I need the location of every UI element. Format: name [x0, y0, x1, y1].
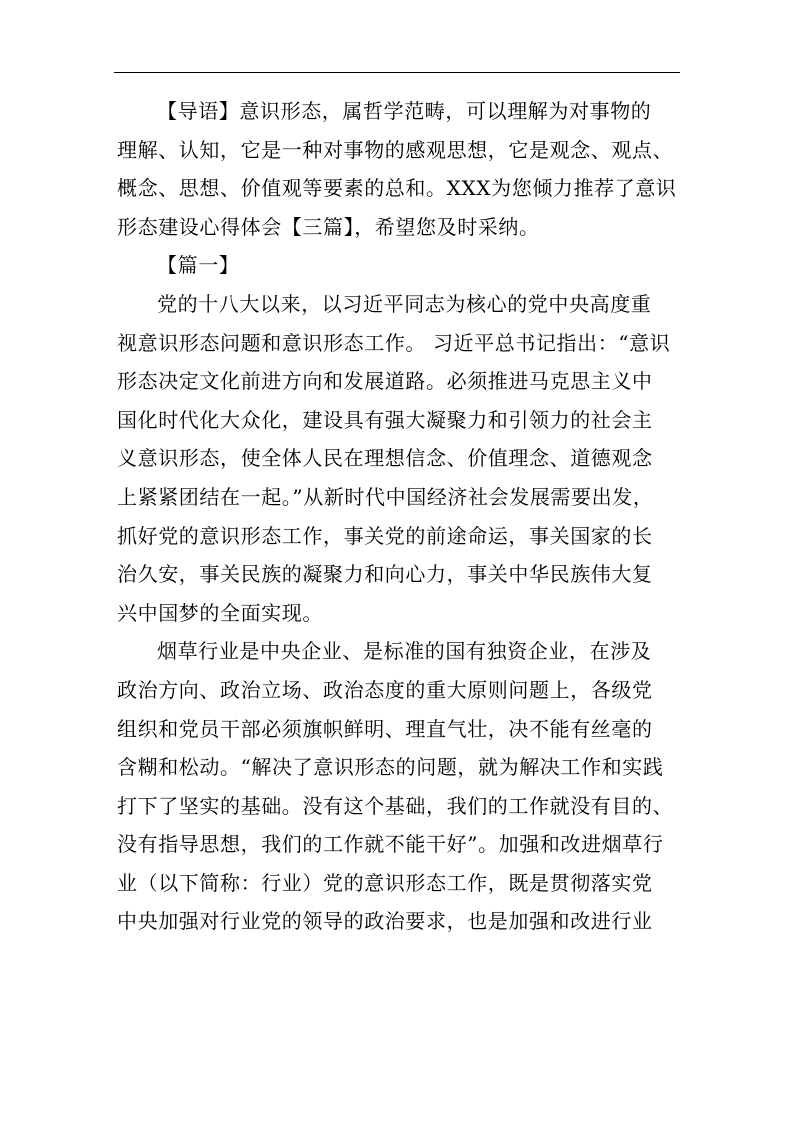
text-line: 兴中国梦的全面实现。 — [117, 600, 323, 625]
text-line: 【篇一】 — [157, 253, 240, 278]
text-line: 形态决定文化前进方向和发展道路。必须推进马克思主义中 — [117, 369, 653, 394]
text-line: 义意识形态，使全体人民在理想信念、价值理念、道德观念 — [117, 446, 653, 471]
text-line: 【导语】意识形态，属哲学范畴，可以理解为对事物的 — [157, 99, 652, 123]
text-line: 概念、思想、价值观等要素的总和。XXX为您倾力推荐了意识 — [117, 176, 677, 201]
text-line: 上紧紧团结在一起。”从新时代中国经济社会发展需要出发， — [117, 484, 654, 509]
document-body — [117, 92, 687, 941]
text-line: 理解、认知，它是一种对事物的感观思想，它是观念、观点、 — [117, 137, 674, 162]
header-rule — [114, 72, 680, 73]
text-line: 没有指导思想，我们的工作就不能干好”。加强和改进烟草行 — [117, 832, 664, 857]
text-line: 国化时代化大众化，建设具有强大凝聚力和引领力的社会主 — [117, 407, 653, 432]
text-line: 党的十八大以来，以习近平同志为核心的党中央高度重 — [157, 291, 652, 316]
text-line: 烟草行业是中央企业、是标准的国有独资企业，在涉及 — [157, 639, 652, 664]
text-line: 抓好党的意识形态工作，事关党的前途命运，事关国家的长 — [117, 523, 653, 548]
text-line: 中央加强对行业党的领导的政治要求，也是加强和改进行业 — [117, 909, 653, 934]
text-line: 组织和党员干部必须旗帜鲜明、理直气壮，决不能有丝毫的 — [117, 716, 653, 741]
text-line: 政治方向、政治立场、政治态度的重大原则问题上，各级党 — [117, 677, 653, 702]
text-line: 打下了坚实的基础。没有这个基础，我们的工作就没有目的、 — [117, 793, 674, 818]
text-line: 治久安，事关民族的凝聚力和向心力，事关中华民族伟大复 — [117, 562, 653, 587]
text-line: 含糊和松动。“解决了意识形态的问题，就为解决工作和实践 — [117, 755, 664, 780]
text-line: 业（以下简称：行业）党的意识形态工作，既是贯彻落实党 — [117, 870, 653, 895]
text-line: 视意识形态问题和意识形态工作。 习近平总书记指出：“意识 — [117, 330, 671, 355]
text-line: 形态建设心得体会【三篇】，希望您及时采纳。 — [117, 214, 540, 239]
